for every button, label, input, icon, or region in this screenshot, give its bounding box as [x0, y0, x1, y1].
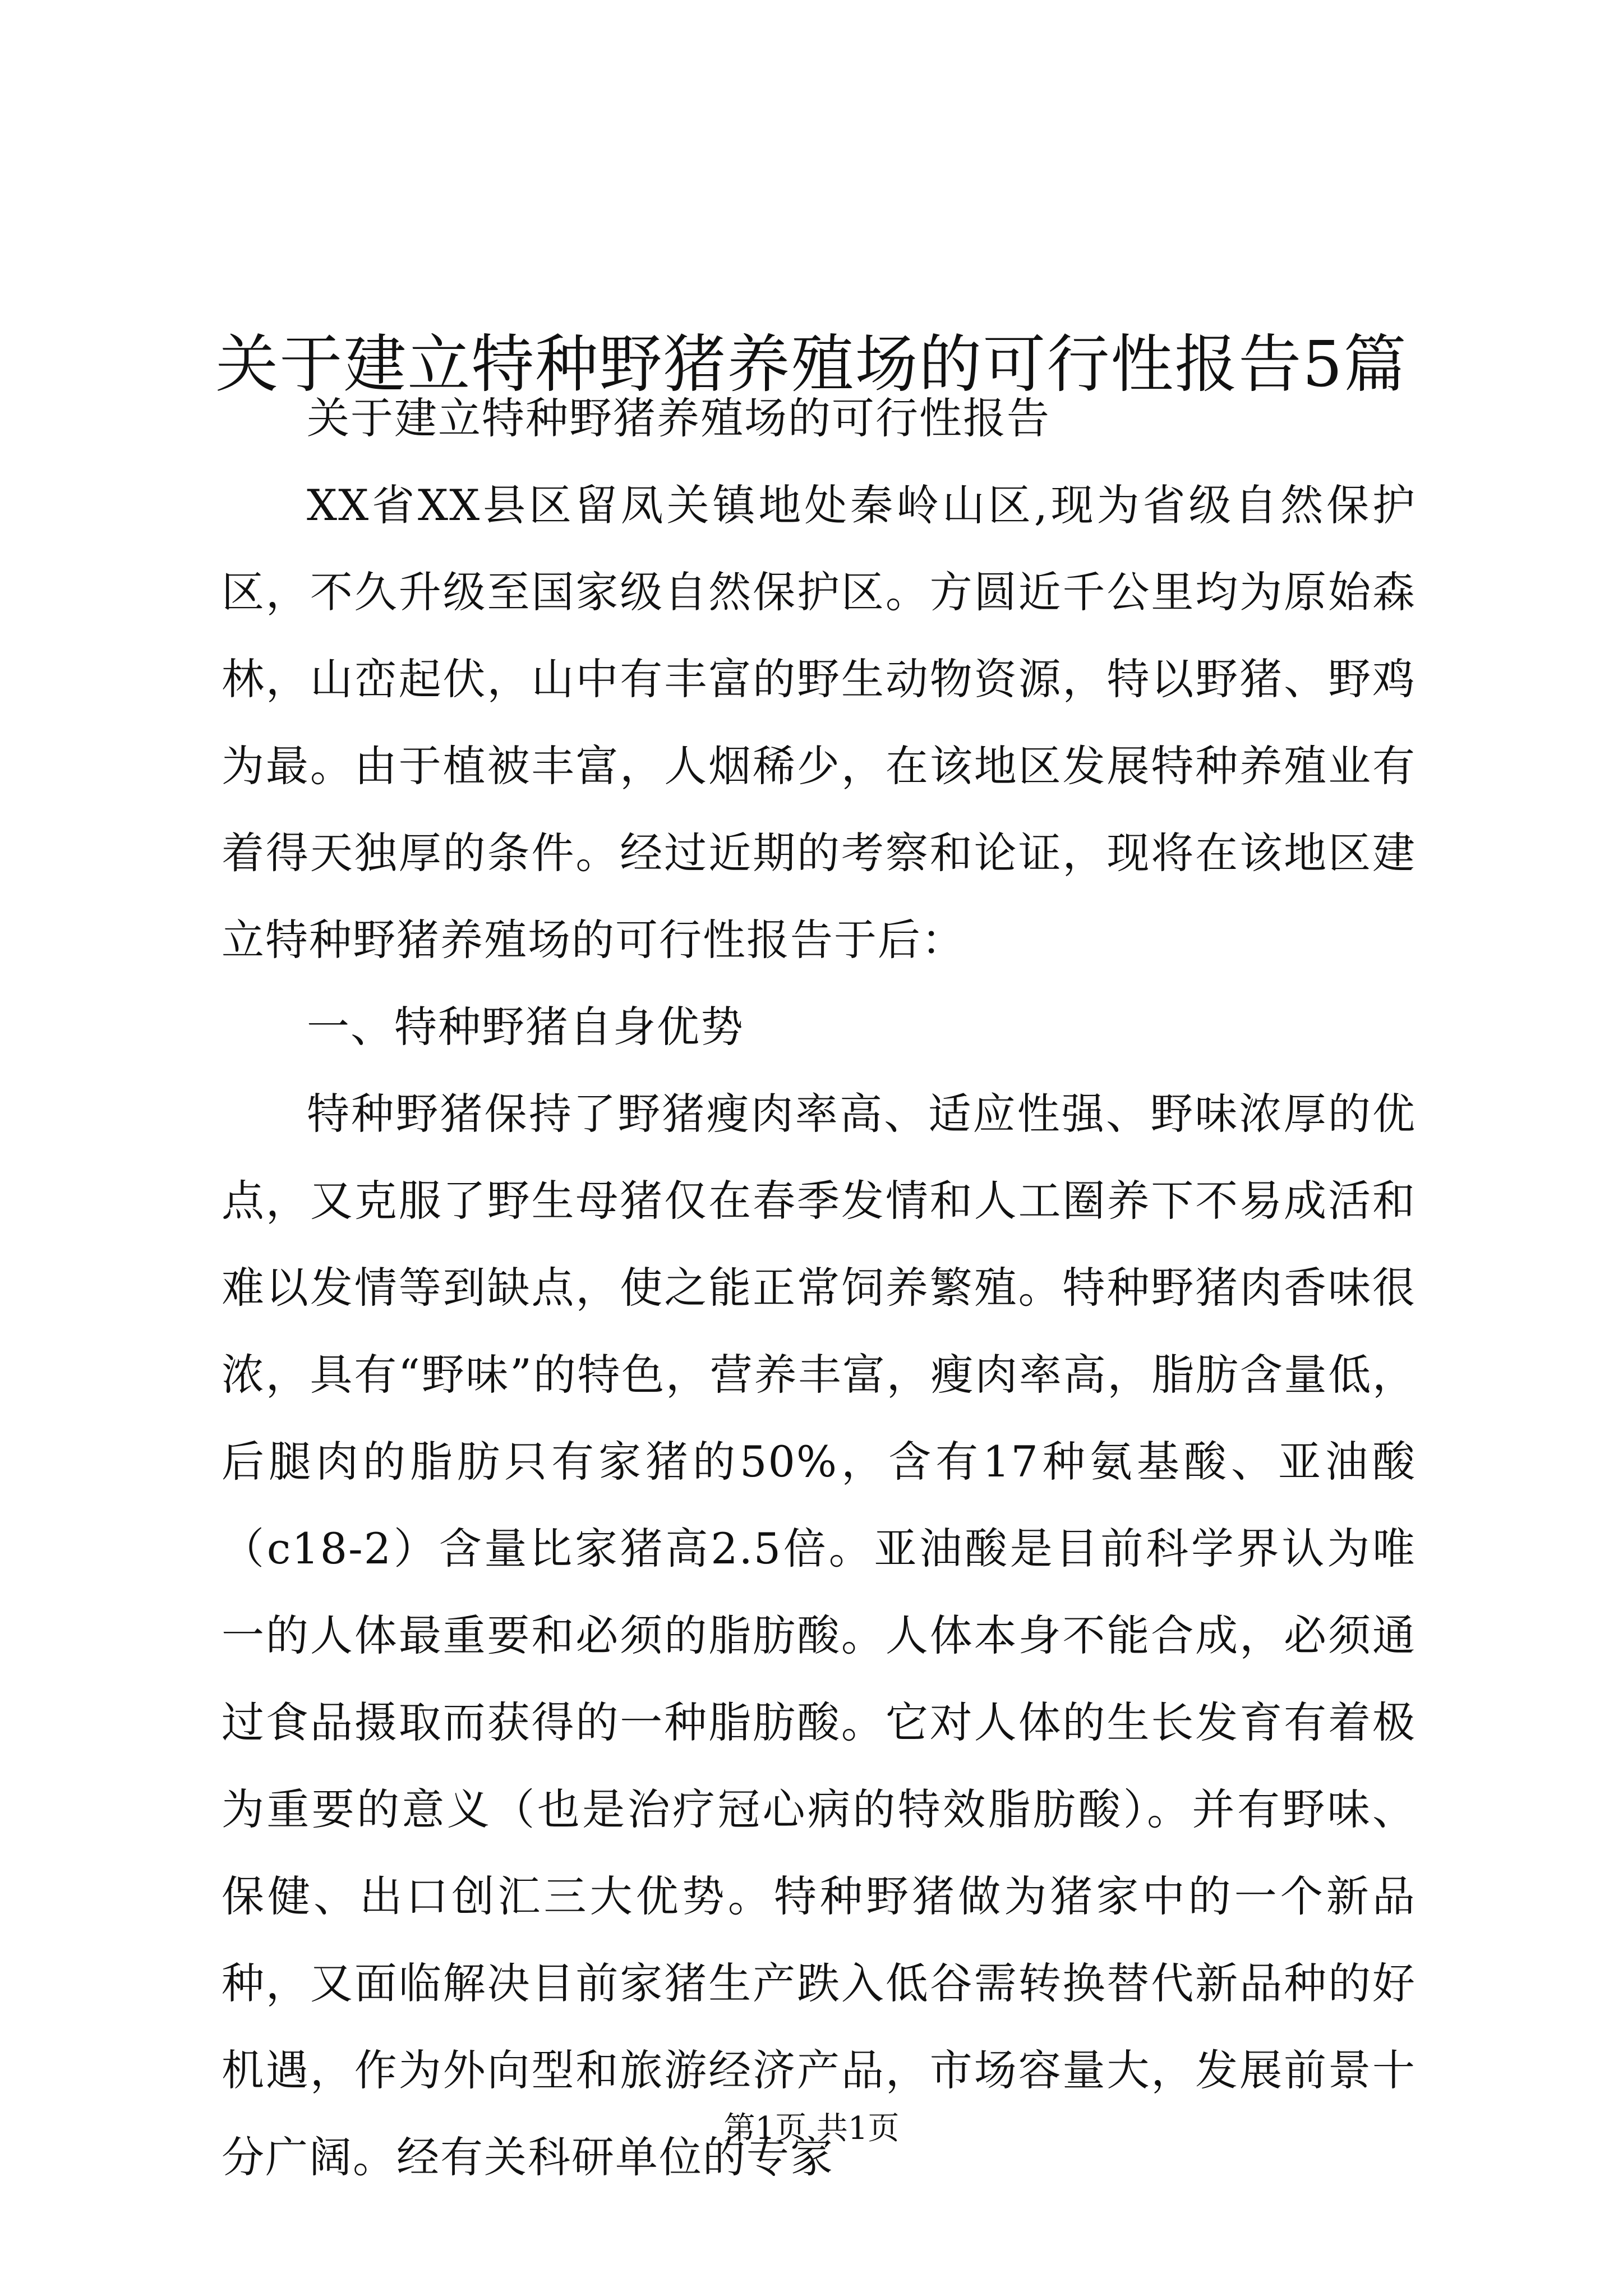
page-footer: 第1页 共1页 [723, 2110, 900, 2147]
paragraph-intro: XX省XX县区留凤关镇地处秦岭山区,现为省级自然保护区，不久升级至国家级自然保护区。方圆近千公里均为原始森林，山峦起伏，山中有丰富的野生动物资源，特以野猪、野鸡为最。由于植被丰富，人烟稀少，在该地区发展特种养殖业有着得天独厚的条件。经过近期的考察和论证，现将在该地区建立特种野猪养殖场的可行性报告于后： [222, 480, 1416, 965]
document-title: 关于建立特种野猪养殖场的可行性报告5篇 [215, 328, 1408, 402]
paragraph-advantages: 特种野猪保持了野猪瘦肉率高、适应性强、野味浓厚的优点，又克服了野生母猪仅在春季发情和人工圈养下不易成活和难以发情等到缺点，使之能正常饲养繁殖。特种野猪肉香味很浓，具有“野味”的特色，营养丰富，瘦肉率高，脂肪含量低，后腿肉的脂肪只有家猪的50%，含有17种氨基酸、亚油酸（c18-2）含量比家猪高2.5倍。亚油酸是目前科学界认为唯一的人体最重要和必须的脂肪酸。人体本身不能合成，必须通过食品摄取而获得的一种脂肪酸。它对人体的生长发育有着极为重要的意义（也是治疗冠心病的特效脂肪酸）。并有野味、保健、出口创汇三大优势。特种野猪做为猪家中的一个新品种，又面临解决目前家猪生产跌入低谷需转换替代新品种的好机遇，作为外向型和旅游经济产品，市场容量大，发展前景十分广阔。经有关科研单位的专家 [222, 1089, 1416, 2182]
paragraph-subtitle: 关于建立特种野猪养殖场的可行性报告 [307, 393, 1050, 443]
document-body [222, 375, 1416, 2201]
section-heading: 一、特种野猪自身优势 [307, 1002, 744, 1052]
